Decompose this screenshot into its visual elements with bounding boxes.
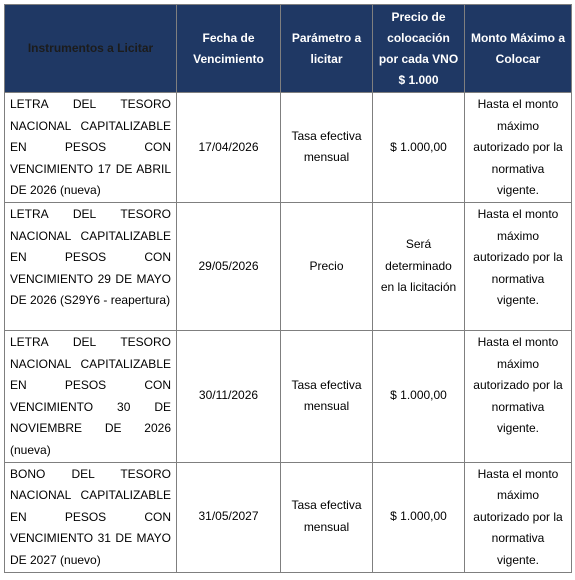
- table-row: [5, 330, 572, 462]
- cell-maturity: 30/11/2026: [177, 330, 281, 462]
- table-row: [5, 202, 572, 330]
- header-maturity: Fecha de Vencimiento: [177, 5, 281, 93]
- cell-maturity: 31/05/2027: [177, 462, 281, 572]
- cell-parameter: Tasa efectiva mensual: [281, 93, 373, 203]
- cell-max-amount: Hasta el monto máximo autorizado por la normativa vigente.: [465, 462, 572, 572]
- cell-price: $ 1.000,00: [373, 462, 465, 572]
- header-parameter: Parámetro a licitar: [281, 5, 373, 93]
- cell-instrument: LETRA DEL TESORO NACIONAL CAPITALIZABLE EN PESOS CON VENCIMIENTO 17 DE ABRIL DE 2026 (nueva): [5, 93, 177, 203]
- header-max-amount: Monto Máximo a Colocar: [465, 5, 572, 93]
- cell-instrument: BONO DEL TESORO NACIONAL CAPITALIZABLE EN PESOS CON VENCIMIENTO 31 DE MAYO DE 2027 (nuevo): [5, 462, 177, 572]
- header-row: [5, 5, 572, 93]
- cell-price: $ 1.000,00: [373, 93, 465, 203]
- cell-max-amount: Hasta el monto máximo autorizado por la normativa vigente.: [465, 202, 572, 330]
- table-row: [5, 462, 572, 572]
- header-instrument: Instrumentos a Licitar: [5, 5, 177, 93]
- cell-parameter: Precio: [281, 202, 373, 330]
- cell-instrument: LETRA DEL TESORO NACIONAL CAPITALIZABLE EN PESOS CON VENCIMIENTO 30 DE NOVIEMBRE DE 2026 (nueva): [5, 330, 177, 462]
- cell-parameter: Tasa efectiva mensual: [281, 330, 373, 462]
- tender-table: [4, 4, 572, 573]
- cell-instrument: LETRA DEL TESORO NACIONAL CAPITALIZABLE EN PESOS CON VENCIMIENTO 29 DE MAYO DE 2026 (S29Y6 - reapertura): [5, 202, 177, 330]
- cell-maturity: 17/04/2026: [177, 93, 281, 203]
- cell-max-amount: Hasta el monto máximo autorizado por la normativa vigente.: [465, 330, 572, 462]
- cell-max-amount: Hasta el monto máximo autorizado por la normativa vigente.: [465, 93, 572, 203]
- cell-parameter: Tasa efectiva mensual: [281, 462, 373, 572]
- header-price: Precio de colocación por cada VNO $ 1.000: [373, 5, 465, 93]
- cell-price: $ 1.000,00: [373, 330, 465, 462]
- cell-maturity: 29/05/2026: [177, 202, 281, 330]
- cell-price: Será determinado en la licitación: [373, 202, 465, 330]
- table-row: [5, 93, 572, 203]
